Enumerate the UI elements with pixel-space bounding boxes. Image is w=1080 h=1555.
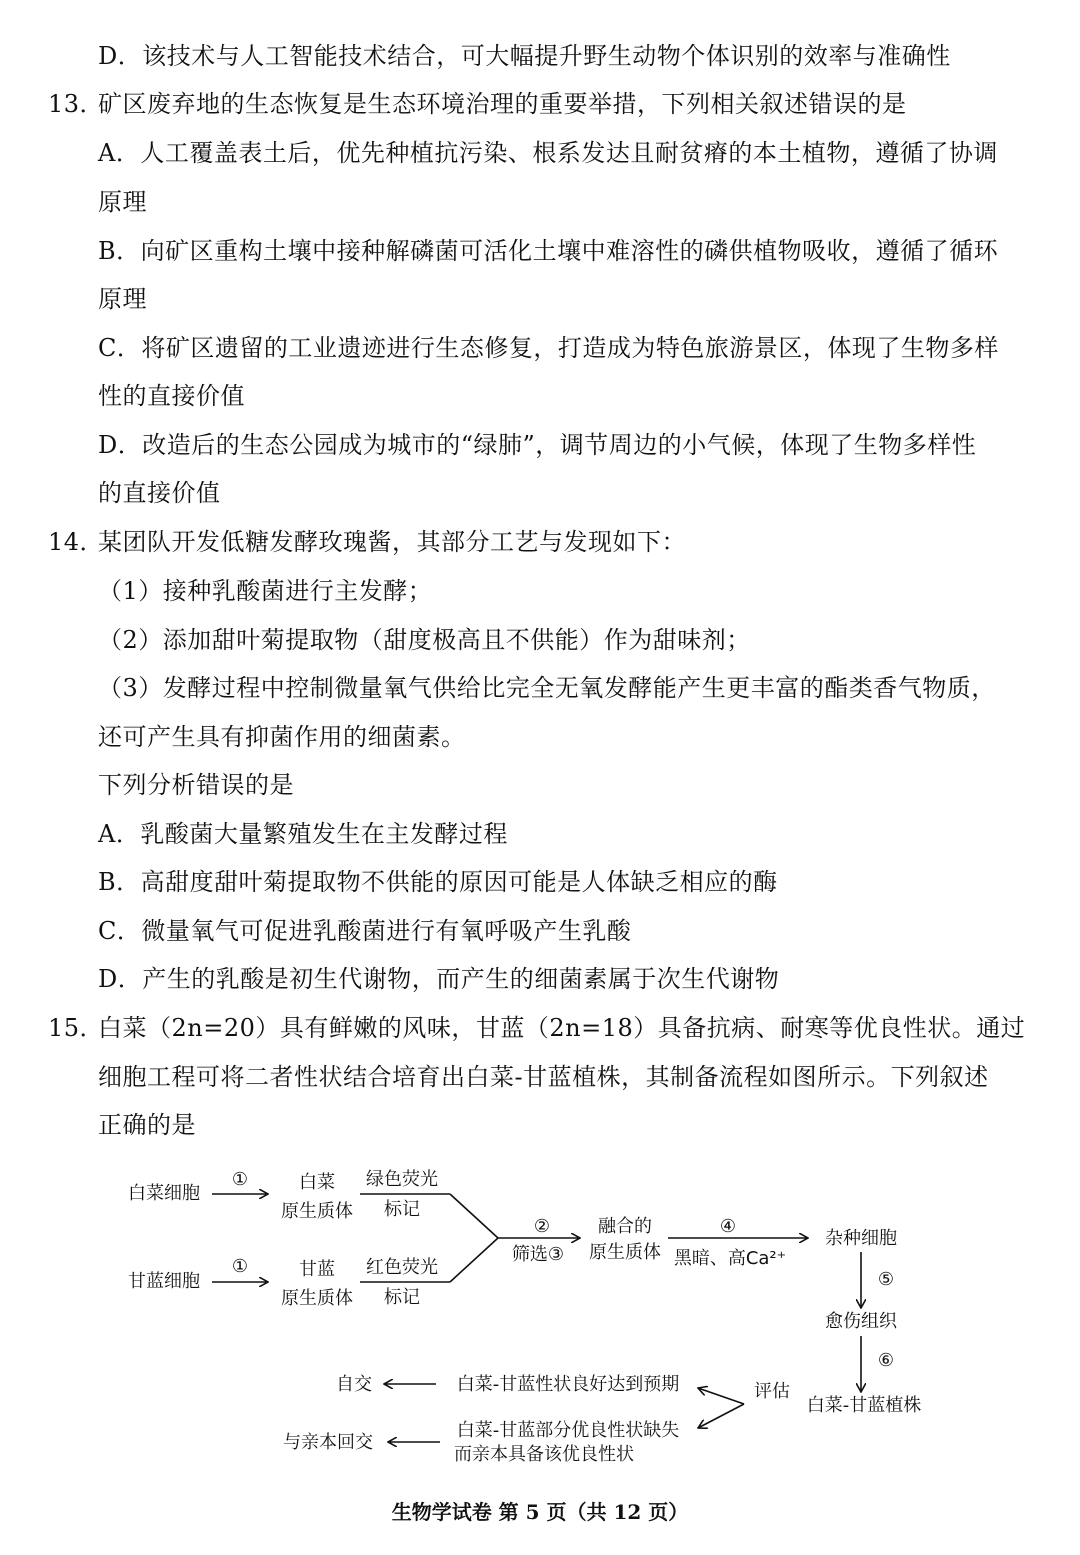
callus-label: 愈伤组织 bbox=[825, 1311, 897, 1332]
q14-option-d: D．产生的乳酸是初生代谢物，而产生的细菌素属于次生代谢物 bbox=[98, 965, 780, 993]
backcross-label: 与亲本回交 bbox=[283, 1432, 373, 1453]
red-fluorescent-mark-2: 标记 bbox=[384, 1287, 420, 1308]
green-fluorescent-mark-2: 标记 bbox=[384, 1199, 420, 1220]
q14-item-3-line2: 还可产生具有抑菌作用的细菌素。 bbox=[98, 723, 466, 751]
q14-option-a: A．乳酸菌大量繁殖发生在主发酵过程 bbox=[98, 820, 508, 848]
hybrid-cell-label: 杂种细胞 bbox=[825, 1228, 897, 1249]
q13-option-a-line1: A．人工覆盖表土后，优先种植抗污染、根系发达且耐贫瘠的本土植物，遵循了协调 bbox=[98, 139, 998, 167]
q13-option-d-line1: D．改造后的生态公园成为城市的“绿肺”，调节周边的小气候，体现了生物多样性 bbox=[98, 431, 977, 459]
q14-item-1: （1）接种乳酸菌进行主发酵； bbox=[98, 577, 433, 605]
screening-3-label: 筛选③ bbox=[511, 1244, 565, 1265]
arrow-to-lost-traits bbox=[698, 1404, 744, 1428]
q14-option-c: C．微量氧气可促进乳酸菌进行有氧呼吸产生乳酸 bbox=[98, 917, 632, 945]
q14-stem: 某团队开发低糖发酵玫瑰酱，其部分工艺与发现如下： bbox=[98, 528, 686, 556]
page-footer: 生物学试卷 第 5 页（共 12 页） bbox=[391, 1500, 689, 1524]
protoplast-fusion-flowchart bbox=[100, 1160, 980, 1480]
q14-item-3-line1: （3）发酵过程中控制微量氧气供给比完全无氧发酵能产生更丰富的酯类香气物质， bbox=[98, 674, 996, 702]
fused-protoplast-label-1: 融合的 bbox=[598, 1216, 652, 1237]
kale-cell-label: 甘蓝细胞 bbox=[128, 1271, 200, 1292]
q14-item-2: （2）添加甜叶菊提取物（甜度极高且不供能）作为甜味剂； bbox=[98, 626, 751, 654]
hybrid-plant-label: 白菜-甘蓝植株 bbox=[806, 1395, 922, 1416]
q12-option-d: D．该技术与人工智能技术结合，可大幅提升野生动物个体识别的效率与准确性 bbox=[98, 42, 951, 70]
q15-stem-line1: 白菜（2n=20）具有鲜嫩的风味，甘蓝（2n=18）具备抗病、耐寒等优良性状。通过 bbox=[98, 1014, 1026, 1042]
kale-protoplast-label-1: 甘蓝 bbox=[299, 1259, 335, 1280]
q13-number: 13． bbox=[48, 90, 105, 118]
line-bottom-merge bbox=[450, 1238, 498, 1282]
red-fluorescent-mark-1: 红色荧光 bbox=[366, 1257, 438, 1278]
lost-traits-label-2: 而亲本具备该优良性状 bbox=[454, 1444, 634, 1465]
cabbage-cell-label: 白菜细胞 bbox=[128, 1183, 200, 1204]
cabbage-protoplast-label-2: 原生质体 bbox=[281, 1201, 353, 1222]
q13-option-a-line2: 原理 bbox=[98, 188, 147, 216]
q13-option-d-line2: 的直接价值 bbox=[98, 479, 221, 507]
evaluate-label: 评估 bbox=[754, 1381, 790, 1402]
q13-option-b-line1: B．向矿区重构土壤中接种解磷菌可活化土壤中难溶性的磷供植物吸收，遵循了循环 bbox=[98, 237, 999, 265]
q14-prompt: 下列分析错误的是 bbox=[98, 771, 294, 799]
q15-stem-line2: 细胞工程可将二者性状结合培育出白菜-甘蓝植株，其制备流程如图所示。下列叙述 bbox=[98, 1063, 989, 1091]
line-top-merge bbox=[450, 1194, 498, 1238]
q13-stem: 矿区废弃地的生态恢复是生态环境治理的重要举措，下列相关叙述错误的是 bbox=[98, 90, 907, 118]
kale-protoplast-label-2: 原生质体 bbox=[281, 1288, 353, 1309]
dark-high-calcium-label: 黑暗、高Ca²⁺ bbox=[673, 1248, 787, 1269]
arrow-to-good-result bbox=[698, 1388, 744, 1404]
q13-option-c-line2: 性的直接价值 bbox=[98, 382, 245, 410]
selfing-label: 自交 bbox=[336, 1374, 372, 1395]
step-2-label: ② bbox=[533, 1216, 551, 1237]
step-1-bottom-label: ① bbox=[231, 1256, 249, 1277]
q13-option-b-line2: 原理 bbox=[98, 285, 147, 313]
lost-traits-label-1: 白菜-甘蓝部分优良性状缺失 bbox=[456, 1420, 680, 1441]
q15-number: 15． bbox=[48, 1014, 105, 1042]
q13-option-c-line1: C．将矿区遗留的工业遗迹进行生态修复，打造成为特色旅游景区，体现了生物多样 bbox=[98, 334, 999, 362]
step-5-label: ⑤ bbox=[877, 1269, 895, 1290]
q14-option-b: B．高甜度甜叶菊提取物不供能的原因可能是人体缺乏相应的酶 bbox=[98, 868, 778, 896]
cabbage-protoplast-label-1: 白菜 bbox=[299, 1172, 335, 1193]
fused-protoplast-label-2: 原生质体 bbox=[589, 1242, 661, 1263]
green-fluorescent-mark-1: 绿色荧光 bbox=[366, 1169, 438, 1190]
q15-stem-line3: 正确的是 bbox=[98, 1111, 196, 1139]
q14-number: 14． bbox=[48, 528, 105, 556]
good-result-label: 白菜-甘蓝性状良好达到预期 bbox=[456, 1374, 680, 1395]
step-4-label: ④ bbox=[719, 1216, 737, 1237]
step-6-label: ⑥ bbox=[877, 1350, 895, 1371]
step-1-top-label: ① bbox=[231, 1169, 249, 1190]
